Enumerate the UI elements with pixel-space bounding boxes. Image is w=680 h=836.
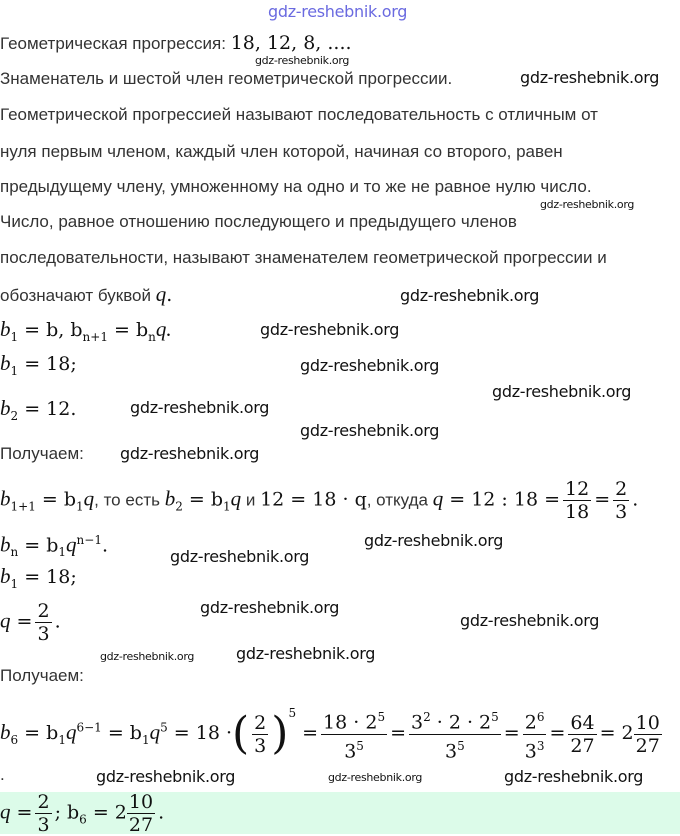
text: и [241,490,261,510]
var: q [0,799,11,824]
den-text: 3 [344,739,357,762]
numerator: 2 [37,791,50,813]
definition-line-3: предыдущему члену, умноженному на одно и то же не равное нулю число. [0,177,592,196]
step-line [0,478,638,523]
fraction [127,791,155,836]
denominator: 27 [635,734,660,757]
sup: n−1 [76,533,102,547]
part: = [599,722,616,744]
var: b [0,486,11,511]
fraction [409,706,501,762]
num-text: 3 [411,711,424,734]
numerator [523,706,547,734]
part: = b [18,534,59,557]
part: . [158,801,165,824]
definition-line-4: Число, равное отношению последующего и предыдущего членов [0,212,517,231]
watermark: gdz-reshebnik.org [96,767,236,786]
fraction [634,712,662,757]
var: b [0,351,11,375]
sup: 5 [288,706,297,720]
part: = 18 · [167,722,232,744]
part: = [503,722,520,744]
num-text: 2 [524,711,537,734]
watermark: gdz-reshebnik.org [540,198,635,211]
definition-line-6 [0,283,172,307]
answer [0,791,164,836]
sub: 1 [58,545,67,560]
var: b [0,720,11,744]
denominator: 27 [570,734,595,757]
part: ; b [54,801,80,824]
sup: 5 [160,720,168,735]
var: b [0,532,11,557]
part: . [101,534,109,557]
watermark: gdz-reshebnik.org [328,771,423,784]
sub: 2 [175,499,183,514]
part: q. [155,317,172,341]
denominator: 3 [615,501,628,523]
fraction [35,791,51,836]
part: . [632,488,639,511]
denominator: 3 [37,814,50,836]
b1-line [0,565,77,595]
sub: 1 [58,732,66,747]
fraction [563,478,591,523]
watermark: gdz-reshebnik.org [400,286,540,305]
watermark-top[interactable]: gdz-reshebnik.org [268,2,408,21]
part: = b [182,488,223,511]
trailing-dot: . [0,765,5,784]
denominator [445,735,465,762]
var: q [66,532,77,557]
watermark: gdz-reshebnik.org [255,54,350,67]
watermark: gdz-reshebnik.org [120,444,260,463]
part: q [83,486,95,511]
numerator: 10 [128,791,154,813]
fraction [568,712,596,757]
fraction [252,712,268,757]
numerator [321,706,387,734]
definition-line-2: нуля первым членом, каждый член которой, начиная со второго, равен [0,142,563,161]
sub: 1+1 [10,499,36,514]
denominator: 27 [128,814,154,836]
denominator: 3 [254,734,267,757]
watermark: gdz-reshebnik.org [100,650,195,663]
fraction [613,478,629,523]
numerator: 2 [615,478,628,500]
part: = b [18,722,59,744]
part: = b [107,319,149,341]
sup: 5 [457,738,465,753]
den-text: 3 [524,739,537,762]
var: b [0,317,11,341]
num-text: 18 · 2 [323,711,378,734]
answer-box [0,792,680,834]
part: = [549,722,566,744]
watermark: gdz-reshebnik.org [460,611,600,630]
watermark: gdz-reshebnik.org [300,356,440,375]
value: = 12. [24,398,77,420]
sub: 1 [10,363,19,378]
sub: 2 [10,408,19,423]
part: = b [101,722,142,744]
denominator: 3 [37,623,50,645]
sub: 1 [141,732,150,747]
sup: 5 [356,738,364,753]
watermark: gdz-reshebnik.org [364,531,504,550]
value: = 18; [24,353,77,375]
sup: 5 [377,710,386,725]
sub: n [10,545,19,560]
general-formula [0,529,108,563]
var: b [0,396,11,420]
sub: 1 [10,329,19,344]
watermark: gdz-reshebnik.org [170,547,310,566]
var: q [0,608,11,633]
sequence: 18, 12, 8, .... [230,32,352,54]
numerator: 12 [565,478,590,500]
var: q [149,720,161,744]
part: = 12 : 18 = [443,488,561,511]
numerator: 2 [37,600,50,622]
given-b2 [0,397,76,427]
part: = b [35,488,76,511]
fraction [523,706,547,762]
final-calculation: $b_6 = b_1q^{6-1} = b_1q^5 = 18$ ·( $\frac{2}{3}$ )$^5$ = $\frac{18 \cdot 2^5}{3^5}$ = $\frac{3^2 \cdot 2 \cdot 2^5}{3^5}$ = $\frac{2^6}{3^3}$ = $\frac{64}{27}$ = 2 $\frac{10}{27}$ [0,706,660,762]
var: q [65,720,77,744]
text: , то есть [94,490,165,510]
given-b1 [0,352,77,382]
sub: n [148,329,156,344]
definition-line-1: Геометрической прогрессией называют последовательность с отличным от [0,105,598,124]
watermark: gdz-reshebnik.org [260,320,400,339]
part: = [594,488,611,511]
formula-definition [0,318,172,348]
watermark: gdz-reshebnik.org [236,644,376,663]
part: . [54,610,61,633]
numerator [409,706,501,734]
part: = [10,610,33,633]
intro-line [0,32,352,55]
whole-part: 2 [621,722,634,744]
num-text: · 2 · 2 [430,711,492,734]
task-line: Знаменатель и шестой член геометрической прогрессии. [0,69,453,88]
var: q [432,486,444,511]
watermark: gdz-reshebnik.org [300,421,440,440]
part: = [390,722,406,744]
watermark: gdz-reshebnik.org [130,398,270,417]
part: = [10,801,33,824]
sub: 6 [10,732,19,747]
q-var: q [155,282,167,306]
watermark: gdz-reshebnik.org [492,382,632,401]
sup: 6 [536,710,545,725]
den-text: 3 [445,739,458,762]
watermark: gdz-reshebnik.org [504,767,644,786]
text: , откуда [366,490,433,510]
fraction [35,600,51,645]
sup: 5 [491,710,499,725]
definition-line-5: последовательности, называют знаменателем геометрической прогрессии и [0,248,607,267]
denominator [525,735,545,762]
denominator: 18 [565,501,590,523]
sup: 3 [536,738,545,753]
part: = [302,722,319,744]
intro-label: Геометрическая прогрессия: [0,34,226,53]
part: = b, b [18,319,83,341]
part: = 2 [86,801,127,824]
obtain-label-2: Получаем: [0,666,84,685]
sub: 1 [76,499,84,514]
numerator: 64 [570,711,595,734]
numerator: 10 [635,711,660,734]
var: b [0,564,11,588]
sub: 6 [79,812,87,827]
watermark: gdz-reshebnik.org [520,68,660,87]
sub: n+1 [82,329,108,344]
sup: 2 [423,710,431,725]
watermark: gdz-reshebnik.org [200,598,340,617]
part: q [230,486,242,511]
part: 12 = 18 · q [260,488,367,511]
sub: 1 [10,576,19,591]
sup: 6−1 [76,720,102,735]
definition-text: обозначают буквой [0,286,152,305]
value: = 18; [24,566,77,588]
var: b [164,486,176,511]
sub: 1 [223,499,231,514]
fraction [321,706,387,762]
numerator: 2 [254,711,267,734]
q-symbol: q. [155,282,173,306]
obtain-label-1: Получаем: [0,444,84,463]
q-line [0,600,61,645]
denominator [344,735,364,762]
